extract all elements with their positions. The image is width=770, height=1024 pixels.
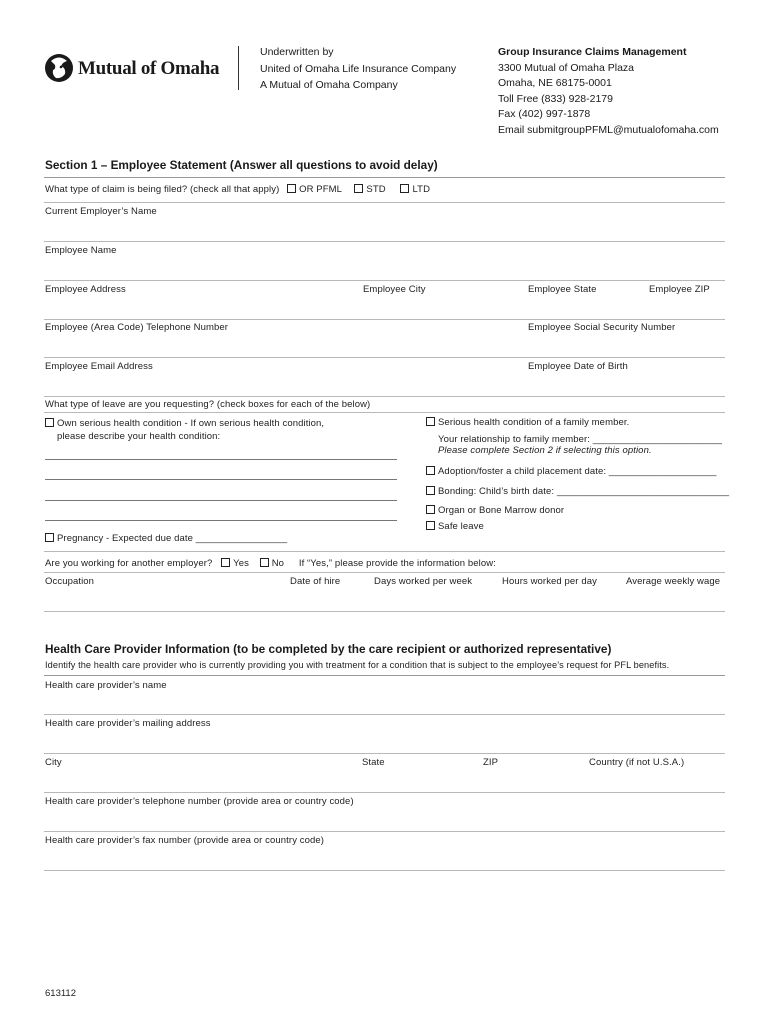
field-rule: [44, 241, 725, 242]
provider-mailing-label: Health care provider’s mailing address: [45, 718, 211, 729]
description-line[interactable]: [45, 520, 397, 521]
claims-tollfree: Toll Free (833) 928-2179: [498, 92, 613, 105]
leave-question: What type of leave are you requesting? (check boxes for each of the below): [45, 399, 371, 410]
another-employer-row: [45, 558, 496, 569]
field-rule: [44, 792, 725, 793]
section1-title: Section 1 – Employee Statement (Answer all questions to avoid delay): [45, 158, 438, 172]
field-rule: [44, 714, 725, 715]
relationship-field[interactable]: Your relationship to family member: ________________________: [438, 434, 722, 445]
claims-contact-block: [498, 45, 719, 139]
employee-address-label: Employee Address: [45, 284, 126, 295]
family-condition-option[interactable]: Serious health condition of a family member.: [426, 417, 629, 428]
field-rule: [44, 611, 725, 612]
checkbox-icon[interactable]: [426, 466, 435, 475]
employee-name-label: Employee Name: [45, 245, 117, 256]
date-of-hire-label: Date of hire: [290, 576, 341, 587]
claim-opt-ltd[interactable]: LTD: [400, 184, 430, 195]
checkbox-icon[interactable]: [426, 417, 435, 426]
field-rule: [44, 753, 725, 754]
another-employer-question: Are you working for another employer?: [45, 558, 213, 569]
header-divider: [238, 46, 239, 90]
checkbox-icon[interactable]: [45, 418, 54, 427]
claim-opt-orpfml[interactable]: OR PFML: [287, 184, 342, 195]
description-line[interactable]: [45, 459, 397, 460]
employee-email-label: Employee Email Address: [45, 361, 153, 372]
claim-type-row: [45, 184, 430, 195]
claim-opt-std[interactable]: STD: [354, 184, 385, 195]
provider-city-label: City: [45, 757, 62, 768]
claims-address2: Omaha, NE 68175-0001: [498, 77, 612, 90]
current-employer-label: Current Employer’s Name: [45, 206, 157, 217]
employee-city-label: Employee City: [363, 284, 426, 295]
underwritten-by: Underwritten by: [260, 46, 334, 58]
claims-email: Email submitgroupPFML@mutualofomaha.com: [498, 123, 719, 136]
provider-fax-label: Health care provider’s fax number (provide area or country code): [45, 835, 325, 846]
own-condition-option[interactable]: Own serious health condition - If own serious health condition, please describe your health condition:: [45, 417, 324, 443]
provider-title: Health Care Provider Information (to be completed by the care recipient or authorized representative): [45, 642, 612, 656]
if-yes-note: If “Yes,” please provide the information below:: [298, 558, 496, 569]
checkbox-icon[interactable]: [221, 558, 230, 567]
another-employer-no[interactable]: No: [260, 558, 284, 569]
description-line[interactable]: [45, 479, 397, 480]
adoption-option[interactable]: Adoption/foster a child placement date: ____________________: [426, 466, 717, 477]
field-rule: [44, 675, 725, 676]
lion-logo-icon: [44, 52, 74, 84]
provider-instructions: Identify the health care provider who is currently providing you with treatment for a condition that is subject to the employee’s request for PFL benefits.: [45, 660, 670, 670]
field-rule: [44, 572, 725, 573]
field-rule: [44, 280, 725, 281]
underwriter-parent: A Mutual of Omaha Company: [260, 79, 398, 91]
form-number: 613112: [45, 988, 76, 999]
checkbox-icon[interactable]: [260, 558, 269, 567]
section1-rule: [44, 177, 725, 178]
field-rule: [44, 319, 725, 320]
hours-worked-label: Hours worked per day: [502, 576, 597, 587]
employee-ssn-label: Employee Social Security Number: [528, 322, 676, 333]
checkbox-icon[interactable]: [426, 505, 435, 514]
logo-wordmark: Mutual of Omaha: [78, 58, 220, 79]
another-employer-yes[interactable]: Yes: [221, 558, 249, 569]
field-rule: [44, 357, 725, 358]
field-rule: [44, 551, 725, 552]
section2-note: Please complete Section 2 if selecting this option.: [438, 445, 652, 456]
avg-wage-label: Average weekly wage: [626, 576, 721, 587]
safe-leave-option[interactable]: Safe leave: [426, 521, 484, 532]
claims-address1: 3300 Mutual of Omaha Plaza: [498, 61, 634, 74]
field-rule: [44, 396, 725, 397]
days-worked-label: Days worked per week: [374, 576, 473, 587]
employee-zip-label: Employee ZIP: [649, 284, 710, 295]
checkbox-icon[interactable]: [426, 521, 435, 530]
description-line[interactable]: [45, 500, 397, 501]
organ-donor-option[interactable]: Organ or Bone Marrow donor: [426, 505, 564, 516]
occupation-label: Occupation: [45, 576, 95, 587]
claims-title: Group Insurance Claims Management: [498, 46, 687, 58]
provider-country-label: Country (if not U.S.A.): [589, 757, 685, 768]
provider-name-label: Health care provider’s name: [45, 680, 167, 691]
pregnancy-option[interactable]: Pregnancy - Expected due date _________________: [45, 533, 287, 544]
checkbox-icon[interactable]: [354, 184, 363, 193]
provider-phone-label: Health care provider’s telephone number (provide area or country code): [45, 796, 354, 807]
employee-phone-label: Employee (Area Code) Telephone Number: [45, 322, 229, 333]
field-rule: [44, 831, 725, 832]
underwriter-block: [260, 44, 456, 94]
field-rule: [44, 202, 725, 203]
underwriter-company: United of Omaha Life Insurance Company: [260, 62, 457, 75]
checkbox-icon[interactable]: [45, 533, 54, 542]
employee-state-label: Employee State: [528, 284, 597, 295]
employee-dob-label: Employee Date of Birth: [528, 361, 628, 372]
claim-type-question: What type of claim is being filed? (check all that apply): [45, 184, 280, 195]
claims-fax: Fax (402) 997-1878: [498, 108, 591, 121]
bonding-option[interactable]: Bonding: Child’s birth date: ________________________________: [426, 486, 729, 497]
checkbox-icon[interactable]: [400, 184, 409, 193]
company-logo: [44, 52, 219, 86]
provider-zip-label: ZIP: [483, 757, 499, 768]
checkbox-icon[interactable]: [426, 486, 435, 495]
field-rule: [44, 412, 725, 413]
field-rule: [44, 870, 725, 871]
checkbox-icon[interactable]: [287, 184, 296, 193]
provider-state-label: State: [362, 757, 385, 768]
